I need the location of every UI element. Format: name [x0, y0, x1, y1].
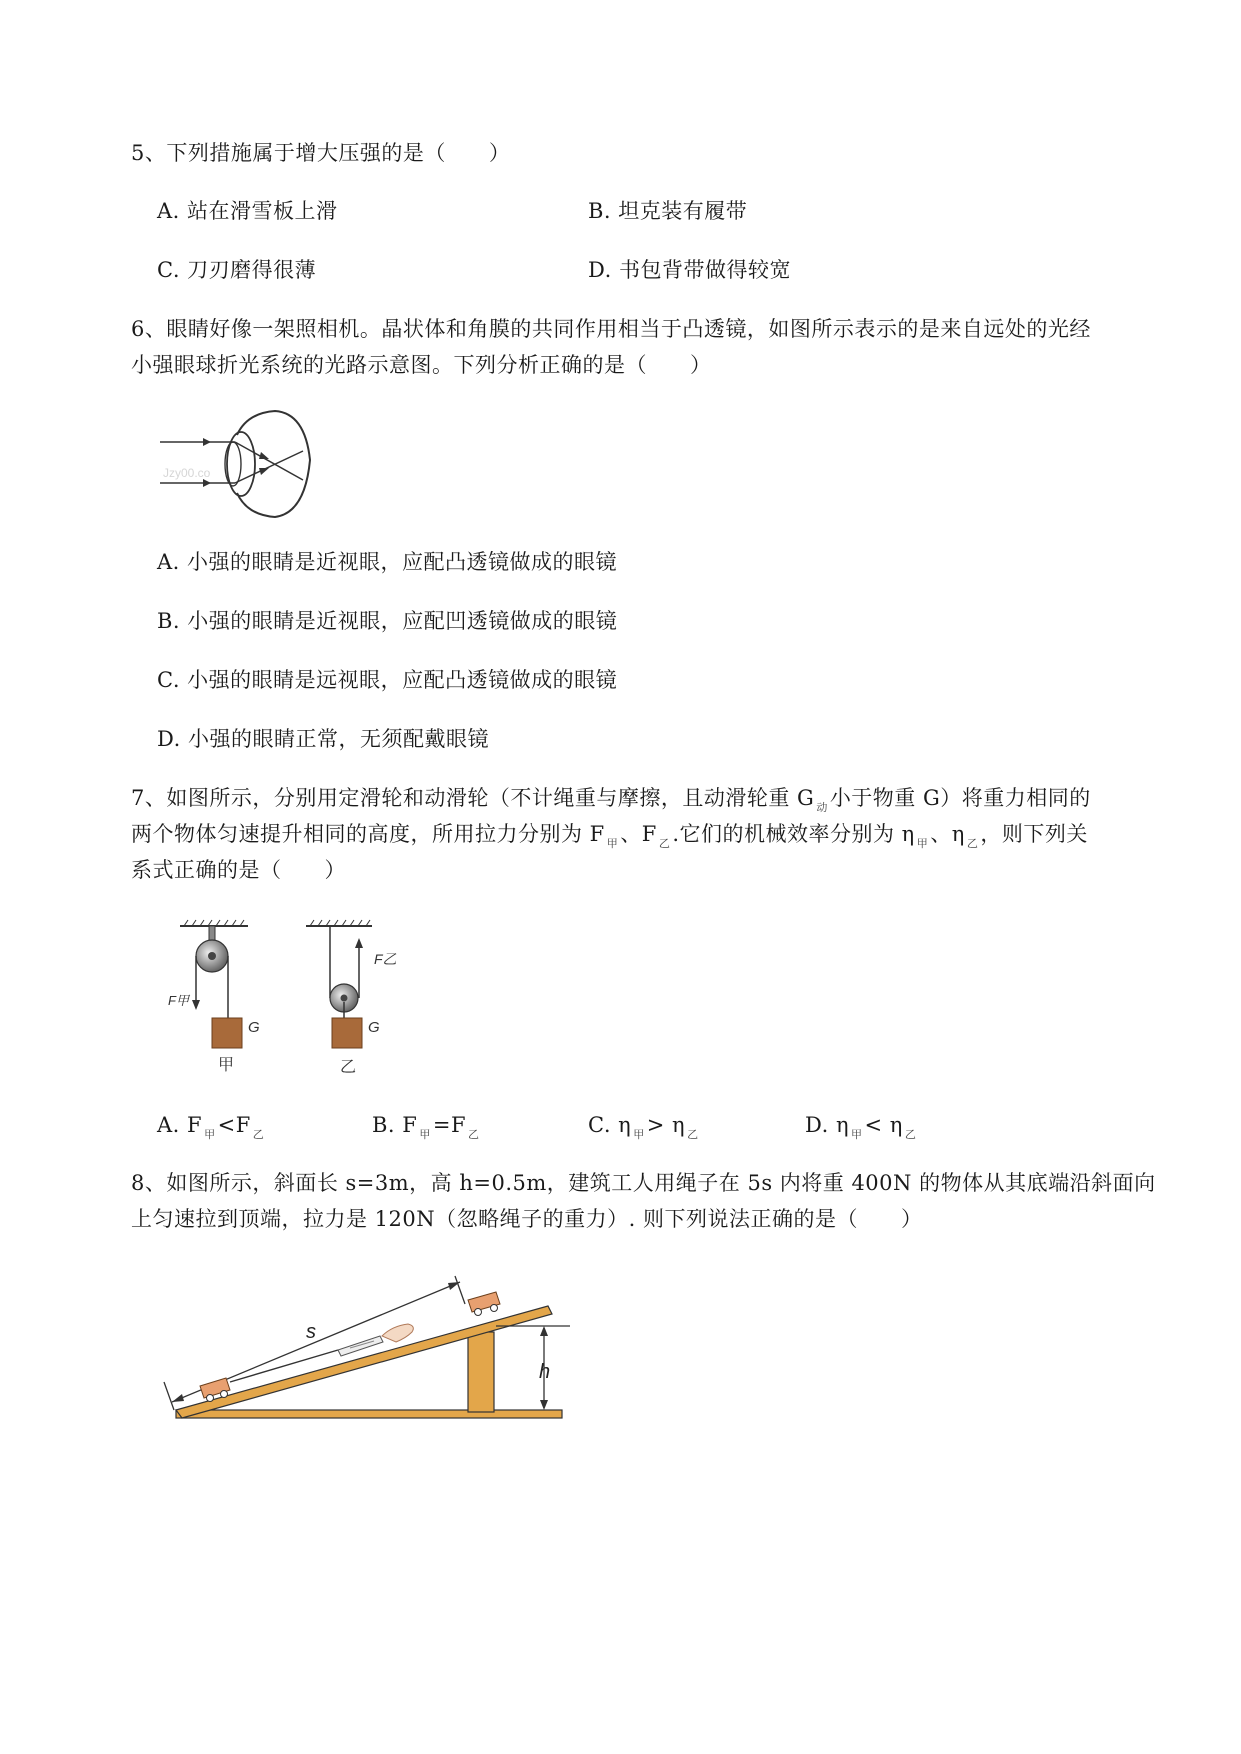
label-jia: 甲: [218, 1057, 235, 1074]
q7-stem-line2: 两个物体匀速提升相同的高度，所用拉力分别为 F $_甲$、F $_乙$.它们的机械效率分别为 η $_甲$、η $_乙$，则下列关: [131, 822, 1088, 850]
q6-option-c: C. 小强的眼睛是远视眼，应配凸透镜做成的眼镜: [157, 668, 618, 692]
q7-option-d: D. η $_甲$< η $_乙$: [805, 1113, 917, 1141]
force-label-left: F甲: [168, 993, 189, 1008]
q8-stem-line1: 8、如图所示，斜面长 s=3m，高 h=0.5m，建筑工人用绳子在 5s 内将重 400N 的物体从其底端沿斜面向: [131, 1171, 1156, 1195]
eye-diagram: [155, 405, 315, 525]
q6-option-a: A. 小强的眼睛是近视眼，应配凸透镜做成的眼镜: [157, 550, 618, 574]
q5-stem: 5、下列措施属于增大压强的是（ ）: [131, 141, 511, 165]
label-yi: 乙: [340, 1059, 357, 1076]
incline-diagram: [160, 1270, 580, 1430]
q7-option-a: A. F $_甲$<F $_乙$: [157, 1113, 265, 1141]
q5-option-c: C. 刀刃磨得很薄: [157, 258, 317, 282]
q7-option-c: C. η $_甲$> η $_乙$: [588, 1113, 699, 1141]
movable-pulley-setup: [306, 920, 397, 1076]
weight-label-right: G: [368, 1019, 380, 1036]
q5-option-b: B. 坦克装有履带: [588, 199, 748, 223]
label-s: s: [306, 1321, 316, 1343]
watermark-text: Jzy00.co: [163, 466, 211, 480]
q8-stem-line2: 上匀速拉到顶端，拉力是 120N（忽略绳子的重力）. 则下列说法正确的是（ ）: [131, 1207, 923, 1231]
q5-option-d: D. 书包背带做得较宽: [588, 258, 791, 282]
q6-stem-line1: 6、眼睛好像一架照相机。晶状体和角膜的共同作用相当于凸透镜，如图所示表示的是来自远处的光经: [131, 317, 1091, 341]
q5-option-a: A. 站在滑雪板上滑: [157, 199, 338, 223]
pulley-diagram: [160, 918, 420, 1083]
q6-stem-line2: 小强眼球折光系统的光路示意图。下列分析正确的是（ ）: [131, 353, 712, 377]
q6-option-d: D. 小强的眼睛正常，无须配戴眼镜: [157, 727, 489, 751]
cart-top: [468, 1292, 500, 1316]
q6-option-b: B. 小强的眼睛是近视眼，应配凹透镜做成的眼镜: [157, 609, 618, 633]
q7-option-b: B. F $_甲$=F $_乙$: [372, 1113, 480, 1141]
fixed-pulley-setup: [168, 920, 260, 1074]
label-h: h: [539, 1361, 551, 1383]
q7-stem-line1: 7、如图所示，分别用定滑轮和动滑轮（不计绳重与摩擦，且动滑轮重 G $_动$小于物重 G）将重力相同的: [131, 786, 1091, 814]
force-label-right: F乙: [374, 951, 397, 967]
weight-label-left: G: [248, 1019, 260, 1036]
q7-stem-line3: 系式正确的是（ ）: [131, 858, 346, 882]
